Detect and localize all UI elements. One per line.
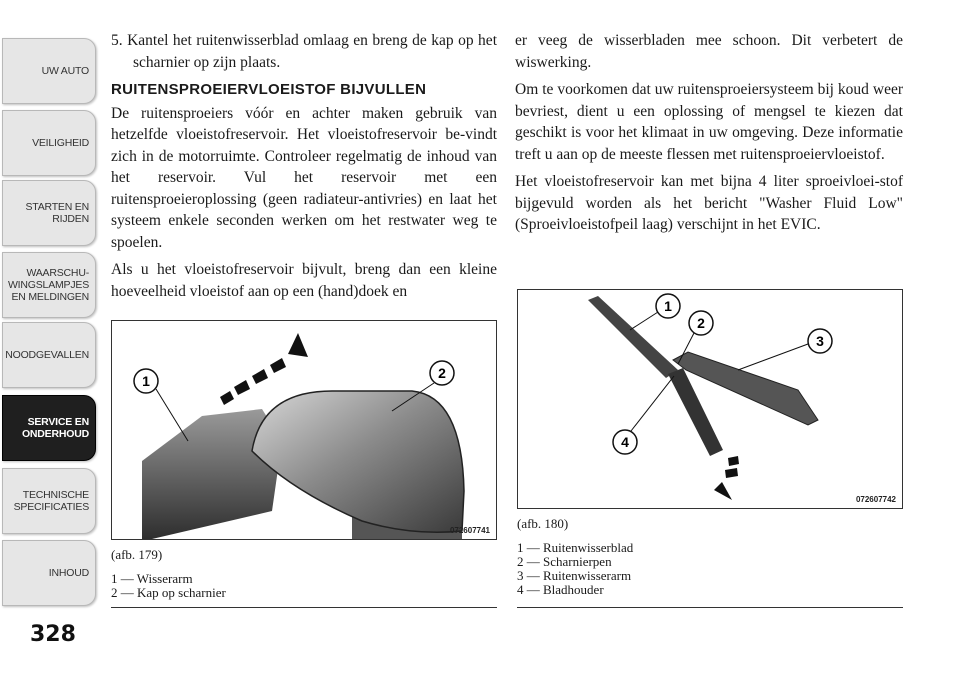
figure-code: 072607741	[449, 526, 490, 535]
tab-label: INHOUD	[48, 567, 89, 579]
callout-leader	[631, 376, 674, 431]
callout-number: 2	[438, 365, 446, 381]
tab-label: SERVICE EN ONDERHOUD	[21, 416, 89, 440]
hinge-cap-shape	[252, 391, 464, 532]
callout-leader	[630, 312, 658, 330]
legend-item: 3 — Ruitenwisserarm	[517, 568, 632, 583]
tab-label: TECHNISCHE SPECIFICATIES	[13, 489, 89, 513]
tab-starten-en-rijden[interactable]	[2, 180, 96, 246]
figure-wiper-blade	[517, 289, 903, 509]
page-number: 328	[30, 622, 76, 647]
caption-divider	[111, 607, 497, 608]
paragraph: Als u het vloeistofreservoir bijvult, breng dan een kleine hoeveelheid vloeistof aan op een (hand)doek en	[111, 261, 497, 300]
text-column-left	[111, 30, 497, 308]
tab-label: UW AUTO	[41, 65, 89, 77]
chapter-tab-sidebar	[0, 0, 100, 620]
legend-item: 2 — Scharnierpen	[517, 554, 612, 569]
figure-code: 072607742	[855, 495, 896, 504]
figure-caption-180	[517, 517, 903, 597]
callout-number: 1	[142, 373, 150, 389]
tab-veiligheid[interactable]	[2, 110, 96, 176]
direction-arrow-icon	[714, 456, 739, 500]
tab-label: WAARSCHU- WINGSLAMPJES EN MELDINGEN	[7, 267, 89, 303]
tab-uw-auto[interactable]	[2, 38, 96, 104]
wiper-blade-illustration	[518, 290, 902, 508]
callout-leader	[738, 344, 808, 370]
tab-noodgevallen[interactable]	[2, 322, 96, 388]
caption-divider	[517, 607, 903, 608]
section-heading: RUITENSPROEIERVLOEISTOF BIJVULLEN	[111, 81, 427, 98]
direction-arrow-icon	[220, 333, 308, 405]
figure-wiper-arm-cap	[111, 320, 497, 540]
paragraph: De ruitensproeiers vóór en achter maken gebruik van hetzelfde vloeistofreservoir. Het vloeistofreservoir be-vindt zich in de motorruimte. Controleer regelmatig de inhoud van het reservoir. Vul het reservoir met een ruitensproeieroplossing (geen radiateur-antivries) en laat het systeem enkele seconden werken om het restwater weg te spoelen.	[111, 104, 497, 251]
callout-leader	[156, 389, 188, 441]
tab-label: STARTEN EN RIJDEN	[25, 201, 89, 225]
legend-item: 4 — Bladhouder	[517, 582, 604, 597]
tab-inhoud[interactable]	[2, 540, 96, 606]
legend-item: 1 — Ruitenwisserblad	[517, 540, 634, 555]
callout-number: 2	[697, 315, 705, 331]
callout-number: 1	[664, 298, 672, 314]
paragraph: Het vloeistofreservoir kan met bijna 4 liter sproeivloei-stof bijgevuld worden als het bericht "Washer Fluid Low" (Sproeivloeistofpeil laag) verschijnt in het EVIC.	[515, 173, 903, 233]
legend-item: 1 — Wisserarm	[111, 571, 193, 586]
tab-waarschuwingslampjes[interactable]	[2, 252, 96, 318]
text-column-right	[515, 30, 903, 242]
paragraph: er veeg de wisserbladen mee schoon. Dit verbetert de wiswerking.	[515, 32, 903, 71]
step-5: 5. Kantel het ruitenwisserblad omlaag en breng de kap op het scharnier op zijn plaats.	[111, 32, 497, 71]
figure-number: (afb. 179)	[111, 547, 163, 562]
legend-item: 2 — Kap op scharnier	[111, 585, 226, 600]
figure-number: (afb. 180)	[517, 516, 569, 531]
tab-label: VEILIGHEID	[32, 137, 89, 149]
callout-number: 4	[621, 434, 629, 450]
figure-caption-179	[111, 548, 497, 600]
callout-number: 3	[816, 333, 824, 349]
tab-service-en-onderhoud[interactable]	[2, 395, 96, 461]
wiper-cap-illustration	[112, 321, 496, 539]
tab-technische-specificaties[interactable]	[2, 468, 96, 534]
paragraph: Om te voorkomen dat uw ruitensproeiersysteem bij koud weer bevriest, dient u een oplossing of mengsel te kiezen dat geschikt is voor het klimaat in uw omgeving. Deze informatie treft u aan op de meeste flessen met ruitensproeiervloeistof.	[515, 81, 903, 163]
tab-label: NOODGEVALLEN	[5, 349, 89, 361]
